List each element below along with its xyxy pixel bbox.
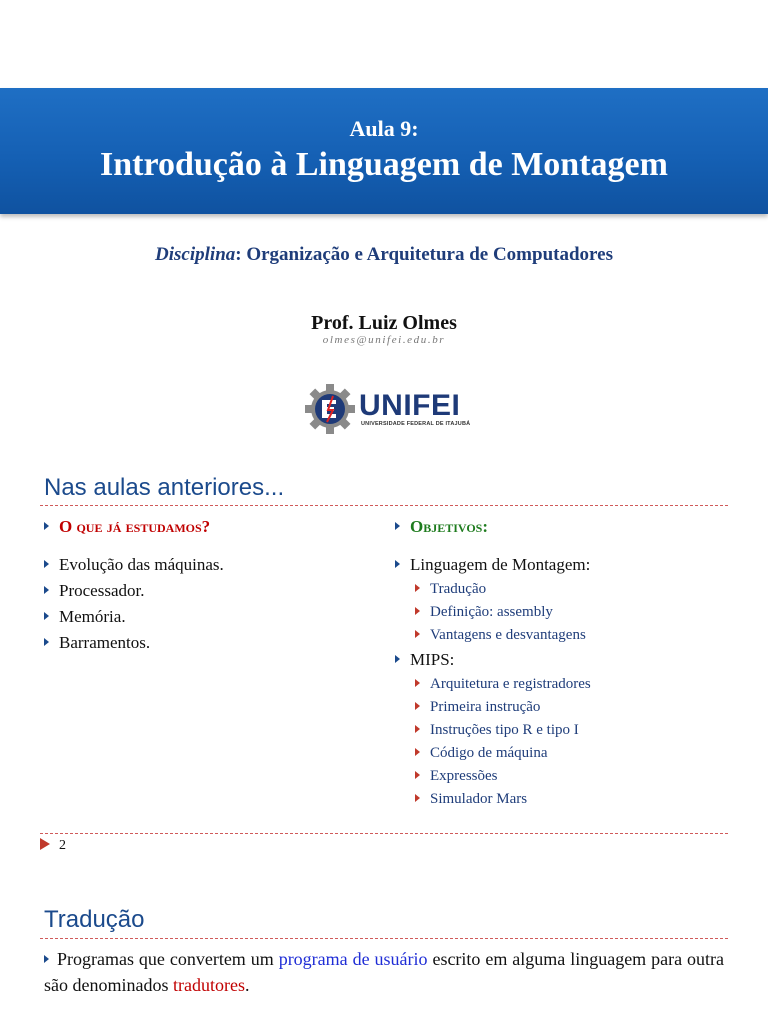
sub-list-item-text: Tradução (430, 581, 487, 597)
divider (40, 505, 728, 506)
sub-list-item (395, 624, 735, 647)
left-heading: O que já estudamos? (59, 517, 211, 536)
list-item-text: Barramentos. (59, 633, 151, 652)
bullet-arrow-icon (44, 586, 49, 594)
sub-list-item-text: Vantagens e desvantagens (430, 627, 586, 643)
highlight-user-program: programa de usuário (278, 949, 428, 969)
sub-list-item (395, 601, 735, 624)
sub-list-item (395, 719, 735, 742)
discipline-line (0, 244, 768, 266)
sub-list-item (395, 765, 735, 788)
sub-list-item (395, 578, 735, 601)
sub-list-item (395, 788, 735, 811)
sub-list-item-text: Definição: assembly (430, 604, 553, 620)
lecture-title: Introdução à Linguagem de Montagem (100, 146, 668, 183)
left-heading-row (44, 514, 364, 540)
sub-list-item-text: Simulador Mars (430, 791, 528, 807)
section-title-previous: Nas aulas anteriores... (44, 474, 285, 501)
discipline-colon: : (235, 244, 247, 265)
discipline-label: Disciplina (155, 244, 236, 265)
list-item (395, 647, 735, 673)
highlight-translators: tradutores (172, 975, 245, 995)
unifei-logo (305, 384, 470, 434)
bullet-arrow-icon (395, 522, 400, 530)
sub-list-item-text: Arquitetura e registradores (430, 676, 591, 692)
bullet-arrow-icon (44, 638, 49, 646)
professor-email[interactable]: olmes@unifei.edu.br (322, 334, 446, 346)
sub-bullet-arrow-icon (415, 679, 420, 687)
list-item (44, 630, 364, 656)
sub-list-item (395, 696, 735, 719)
bullet-arrow-icon (44, 612, 49, 620)
title-banner (0, 88, 768, 214)
gear-icon (305, 384, 357, 434)
lecture-number: Aula 9: (349, 116, 419, 141)
logo-wordmark: UNIFEI (359, 389, 461, 422)
discipline-name: Organização e Arquitetura de Computadores (246, 244, 613, 265)
sub-list-item (395, 742, 735, 765)
professor-name: Prof. Luiz Olmes (311, 312, 457, 334)
page-number (40, 838, 66, 854)
section-title-translation: Tradução (44, 906, 145, 933)
para-text: Programas que convertem um (57, 949, 279, 969)
para-text: escrito em alguma linguagem para outra são denominados (44, 949, 725, 995)
right-heading-row (395, 514, 735, 540)
sub-list-item-text: Código de máquina (430, 745, 548, 761)
bullet-arrow-icon (395, 655, 400, 663)
list-item (44, 604, 364, 630)
sub-bullet-arrow-icon (415, 748, 420, 756)
page-number-text: 2 (59, 838, 66, 853)
sub-bullet-arrow-icon (415, 702, 420, 710)
para-text: . (244, 975, 250, 995)
translation-paragraph (44, 946, 724, 998)
bullet-arrow-icon (44, 955, 49, 963)
bullet-arrow-icon (44, 560, 49, 568)
sub-list-item-text: Instruções tipo R e tipo I (430, 722, 579, 738)
bullet-arrow-icon (395, 560, 400, 568)
sub-bullet-arrow-icon (415, 771, 420, 779)
sub-list-item-text: Primeira instrução (430, 699, 541, 715)
list-item-text: Processador. (59, 581, 145, 600)
sub-bullet-arrow-icon (415, 794, 420, 802)
left-column (44, 514, 364, 656)
right-heading: Objetivos: (410, 517, 488, 536)
sub-bullet-arrow-icon (415, 607, 420, 615)
sub-bullet-arrow-icon (415, 725, 420, 733)
sub-bullet-arrow-icon (415, 584, 420, 592)
list-item (395, 552, 735, 578)
list-item (44, 552, 364, 578)
page-arrow-icon (40, 838, 50, 850)
bullet-arrow-icon (44, 522, 49, 530)
sub-bullet-arrow-icon (415, 630, 420, 638)
list-item-text: Memória. (59, 607, 126, 626)
sub-list-item (395, 673, 735, 696)
divider (40, 938, 728, 939)
logo-tagline: UNIVERSIDADE FEDERAL DE ITAJUBÁ (361, 421, 471, 427)
list-item-text: Evolução das máquinas. (59, 555, 224, 574)
divider (40, 833, 728, 834)
list-item (44, 578, 364, 604)
sub-list-item-text: Expressões (430, 768, 498, 784)
list-item-text: MIPS: (410, 650, 455, 669)
right-column (395, 514, 735, 811)
list-item-text: Linguagem de Montagem: (410, 555, 591, 574)
